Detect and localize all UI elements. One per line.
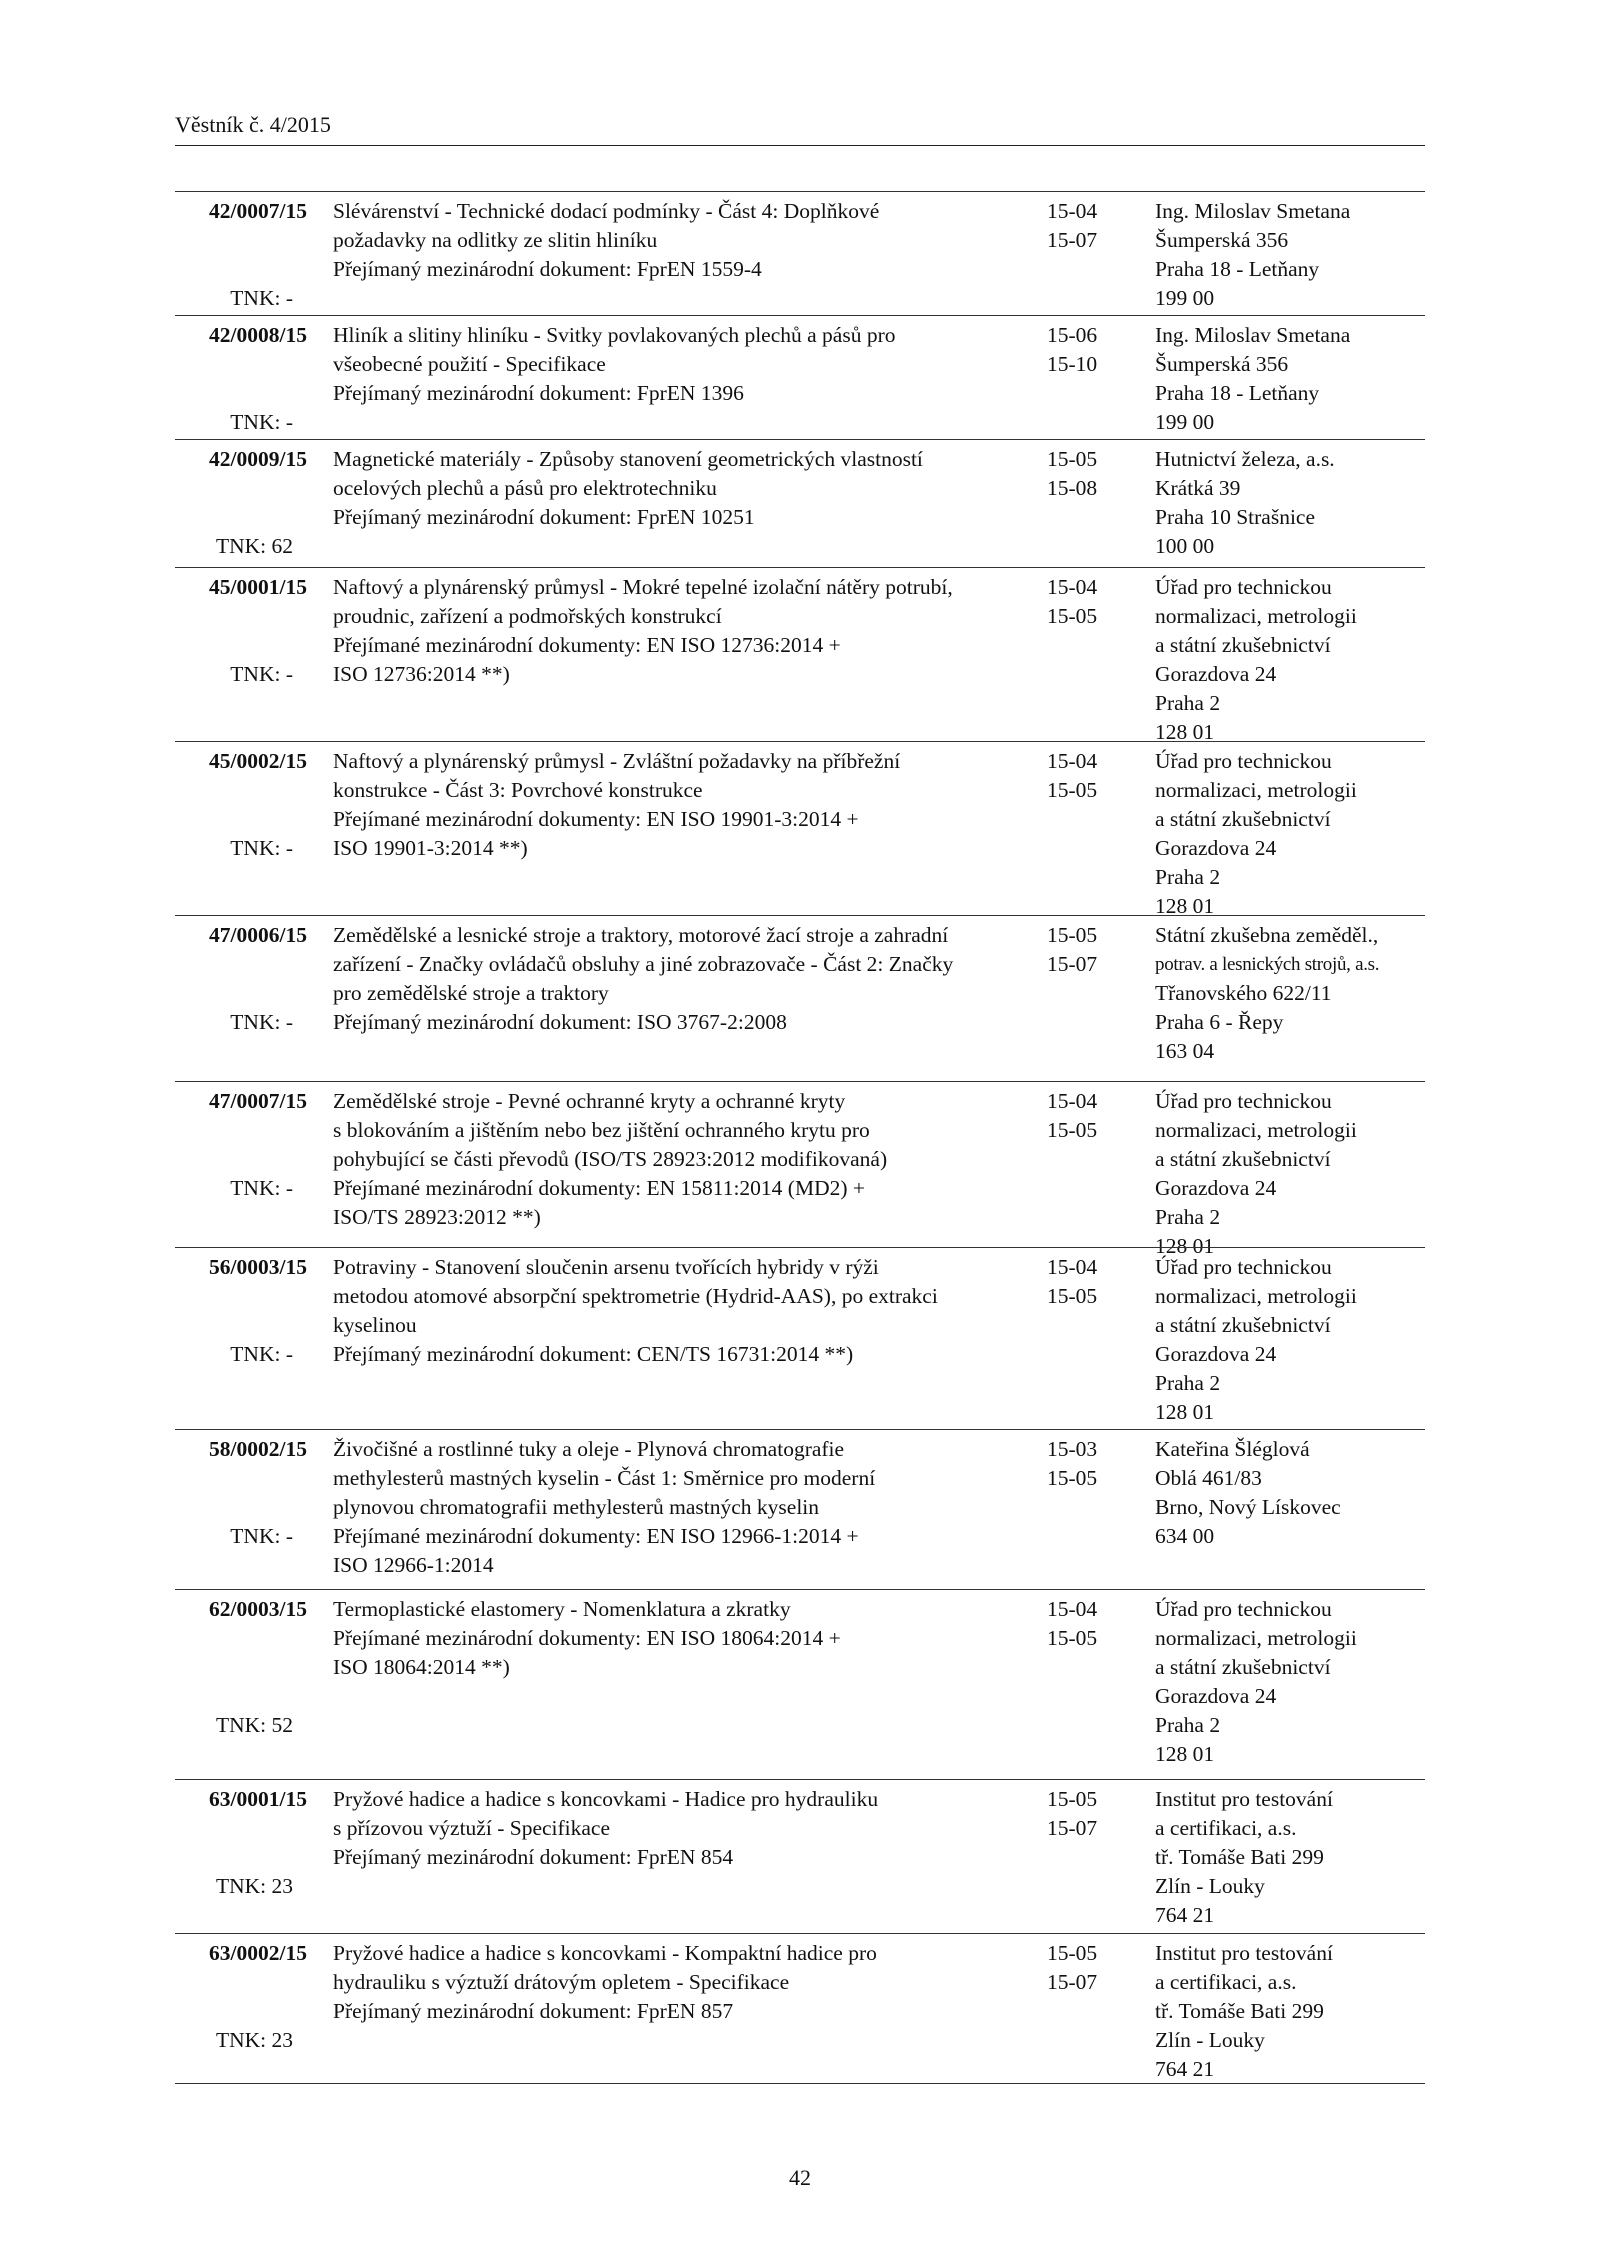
standard-title-line: proudnic, zařízení a podmořských konstrukcí — [333, 604, 722, 628]
processor-address-line: 634 00 — [1155, 1524, 1215, 1548]
processor-address — [1155, 1435, 1435, 1551]
standard-title-line: Pryžové hadice a hadice s koncovkami - Hadice pro hydrauliku — [333, 1787, 879, 1811]
processor-address-line: 199 00 — [1155, 286, 1215, 310]
processor-address — [1155, 921, 1435, 1066]
processor-address — [1155, 1785, 1435, 1930]
dates — [1047, 747, 1127, 805]
processor-address-line: Oblá 461/83 — [1155, 1466, 1262, 1490]
dates-line: 15-07 — [1047, 1816, 1098, 1840]
processor-address — [1155, 197, 1435, 313]
dates — [1047, 1939, 1127, 1997]
standard-title-line: Potraviny - Stanovení sloučenin arsenu tvořících hybridy v rýži — [333, 1255, 879, 1279]
processor-address-line: 100 00 — [1155, 534, 1215, 558]
standard-title-line: Přejímaný mezinárodní dokument: FprEN 1559-4 — [333, 257, 762, 281]
standard-number: 45/0001/15 — [209, 575, 307, 599]
processor-address-line: Praha 2 — [1155, 1205, 1221, 1229]
processor-address-line: Institut pro testování — [1155, 1941, 1333, 1965]
processor-address — [1155, 445, 1435, 561]
standard-number: 42/0008/15 — [209, 323, 307, 347]
processor-address — [1155, 1939, 1435, 2084]
standard-number: 47/0007/15 — [209, 1089, 307, 1113]
processor-address-line: Třanovského 622/11 — [1155, 981, 1332, 1005]
dates — [1047, 1435, 1127, 1493]
processor-address-line: a státní zkušebnictví — [1155, 807, 1331, 831]
standard-title-line: konstrukce - Část 3: Povrchové konstrukce — [333, 778, 703, 802]
standard-title-line: Přejímané mezinárodní dokumenty: EN ISO 12736:2014 + — [333, 633, 841, 657]
standard-title-line: s přízovou výztuží - Specifikace — [333, 1816, 611, 1840]
standard-title-line: pro zemědělské stroje a traktory — [333, 981, 609, 1005]
dates-line: 15-05 — [1047, 1787, 1098, 1811]
standard-title-line: Magnetické materiály - Způsoby stanovení geometrických vlastností — [333, 447, 923, 471]
table-row — [175, 567, 1425, 744]
processor-address-line: Praha 2 — [1155, 1713, 1221, 1737]
standard-title-line: Naftový a plynárenský průmysl - Mokré tepelné izolační nátěry potrubí, — [333, 575, 953, 599]
tnk-label: TNK: 62 — [215, 534, 293, 558]
processor-address-line: Úřad pro technickou — [1155, 749, 1332, 773]
processor-address-line: Úřad pro technickou — [1155, 1255, 1332, 1279]
processor-address-line: potrav. a lesnických strojů, a.s. — [1155, 954, 1380, 975]
table-row — [175, 1779, 1425, 1933]
tnk-label: TNK: - — [230, 286, 293, 310]
dates-line: 15-04 — [1047, 749, 1098, 773]
table-row — [175, 915, 1425, 1081]
page-header-title: Věstník č. 4/2015 — [175, 112, 331, 137]
standard-title-line: plynovou chromatografii methylesterů mastných kyselin — [333, 1495, 820, 1519]
processor-address-line: Brno, Nový Lískovec — [1155, 1495, 1341, 1519]
processor-address-line: tř. Tomáše Bati 299 — [1155, 1845, 1324, 1869]
processor-address-line: Úřad pro technickou — [1155, 575, 1332, 599]
tnk-label: TNK: - — [230, 410, 293, 434]
dates-line: 15-05 — [1047, 778, 1098, 802]
tnk-label: TNK: - — [230, 1010, 293, 1034]
processor-address-line: Zlín - Louky — [1155, 1874, 1265, 1898]
tnk-label: TNK: - — [230, 1524, 293, 1548]
processor-address-line: Institut pro testování — [1155, 1787, 1333, 1811]
standard-title-line: Hliník a slitiny hliníku - Svitky povlakovaných plechů a pásů pro — [333, 323, 896, 347]
standard-title-line: methylesterů mastných kyselin - Část 1: Směrnice pro moderní — [333, 1466, 876, 1490]
dates-line: 15-04 — [1047, 575, 1098, 599]
processor-address-line: a certifikaci, a.s. — [1155, 1816, 1297, 1840]
table-row — [175, 1081, 1425, 1258]
table-row — [175, 1933, 1425, 2084]
tnk-label: TNK: - — [230, 1342, 293, 1366]
processor-address-line: Gorazdova 24 — [1155, 1176, 1277, 1200]
standard-title-line: Zemědělské a lesnické stroje a traktory, motorové žací stroje a zahradní — [333, 923, 949, 947]
tnk-label: TNK: 52 — [215, 1713, 293, 1737]
processor-address-line: Gorazdova 24 — [1155, 1342, 1277, 1366]
processor-address-line: Praha 10 Strašnice — [1155, 505, 1316, 529]
processor-address-line: a státní zkušebnictví — [1155, 1147, 1331, 1171]
standard-title-line: Přejímaný mezinárodní dokument: FprEN 854 — [333, 1845, 734, 1869]
processor-address-line: 128 01 — [1155, 1742, 1215, 1766]
dates-line: 15-04 — [1047, 1255, 1098, 1279]
dates — [1047, 1087, 1127, 1145]
processor-address-line: Úřad pro technickou — [1155, 1597, 1332, 1621]
standard-title-line: hydrauliku s výztuží drátovým opletem - Specifikace — [333, 1970, 790, 1994]
processor-address-line: a státní zkušebnictví — [1155, 633, 1331, 657]
standard-title-line: požadavky na odlitky ze slitin hliníku — [333, 228, 658, 252]
standard-title-line: metodou atomové absorpční spektrometrie (Hydrid-AAS), po extrakci — [333, 1284, 938, 1308]
processor-address-line: Šumperská 356 — [1155, 352, 1289, 376]
table-row — [175, 315, 1425, 439]
processor-address-line: Úřad pro technickou — [1155, 1089, 1332, 1113]
processor-address-line: Krátká 39 — [1155, 476, 1241, 500]
standard-title-line: Přejímaný mezinárodní dokument: FprEN 857 — [333, 1999, 734, 2023]
dates-line: 15-03 — [1047, 1437, 1098, 1461]
standard-title-line: Zemědělské stroje - Pevné ochranné kryty a ochranné kryty — [333, 1089, 846, 1113]
dates-line: 15-05 — [1047, 604, 1098, 628]
standard-title-line: Slévárenství - Technické dodací podmínky - Část 4: Doplňkové — [333, 199, 880, 223]
processor-address-line: normalizaci, metrologii — [1155, 1118, 1357, 1142]
processor-address-line: Šumperská 356 — [1155, 228, 1289, 252]
standard-title-line: Živočišné a rostlinné tuky a oleje - Plynová chromatografie — [333, 1437, 845, 1461]
standard-number: 42/0009/15 — [209, 447, 307, 471]
header-rule — [175, 145, 1425, 146]
processor-address — [1155, 1253, 1435, 1427]
standard-title-line: Přejímané mezinárodní dokumenty: EN ISO 12966-1:2014 + — [333, 1524, 859, 1548]
dates-line: 15-05 — [1047, 1626, 1098, 1650]
standard-title-line: Naftový a plynárenský průmysl - Zvláštní požadavky na příbřežní — [333, 749, 901, 773]
standard-title-line: kyselinou — [333, 1313, 417, 1337]
processor-address-line: Praha 18 - Letňany — [1155, 257, 1320, 281]
standard-number: 63/0001/15 — [209, 1787, 307, 1811]
table-row — [175, 439, 1425, 567]
dates-line: 15-04 — [1047, 199, 1098, 223]
standard-number: 56/0003/15 — [209, 1255, 307, 1279]
processor-address-line: 199 00 — [1155, 410, 1215, 434]
processor-address-line: a státní zkušebnictví — [1155, 1313, 1331, 1337]
processor-address — [1155, 321, 1435, 437]
processor-address-line: Gorazdova 24 — [1155, 662, 1277, 686]
dates-line: 15-04 — [1047, 1089, 1098, 1113]
table-row — [175, 1429, 1425, 1589]
standard-title-line: zařízení - Značky ovládačů obsluhy a jiné zobrazovače - Část 2: Značky — [333, 952, 954, 976]
standard-title-line: ISO/TS 28923:2012 **) — [333, 1205, 541, 1229]
standard-title-line: Přejímané mezinárodní dokumenty: EN 15811:2014 (MD2) + — [333, 1176, 866, 1200]
standard-title-line: Přejímané mezinárodní dokumenty: EN ISO 18064:2014 + — [333, 1626, 841, 1650]
dates-line: 15-06 — [1047, 323, 1098, 347]
dates-line: 15-07 — [1047, 228, 1098, 252]
standard-title-line: ocelových plechů a pásů pro elektrotechniku — [333, 476, 717, 500]
processor-address — [1155, 1595, 1435, 1769]
standard-title-line: ISO 19901-3:2014 **) — [333, 836, 528, 860]
processor-address-line: Gorazdova 24 — [1155, 836, 1277, 860]
processor-address-line: tř. Tomáše Bati 299 — [1155, 1999, 1324, 2023]
dates — [1047, 921, 1127, 979]
dates — [1047, 321, 1127, 379]
standard-title-line: Přejímané mezinárodní dokumenty: EN ISO 19901-3:2014 + — [333, 807, 859, 831]
standard-number: 45/0002/15 — [209, 749, 307, 773]
standard-title-line: Termoplastické elastomery - Nomenklatura a zkratky — [333, 1597, 791, 1621]
processor-address-line: Praha 6 - Řepy — [1155, 1010, 1284, 1034]
dates — [1047, 445, 1127, 503]
processor-address-line: 128 01 — [1155, 894, 1215, 918]
standard-title-line: ISO 18064:2014 **) — [333, 1655, 510, 1679]
processor-address-line: Gorazdova 24 — [1155, 1684, 1277, 1708]
dates-line: 15-08 — [1047, 476, 1098, 500]
processor-address-line: 764 21 — [1155, 1903, 1215, 1927]
processor-address-line: Zlín - Louky — [1155, 2028, 1265, 2052]
page-number: 42 — [789, 2165, 811, 2190]
standard-title-line: všeobecné použití - Specifikace — [333, 352, 606, 376]
dates — [1047, 1785, 1127, 1843]
processor-address-line: a státní zkušebnictví — [1155, 1655, 1331, 1679]
dates-line: 15-10 — [1047, 352, 1098, 376]
tnk-label: TNK: - — [230, 1176, 293, 1200]
processor-address-line: normalizaci, metrologii — [1155, 1626, 1357, 1650]
dates-line: 15-05 — [1047, 1284, 1098, 1308]
processor-address-line: Hutnictví železa, a.s. — [1155, 447, 1335, 471]
dates — [1047, 197, 1127, 255]
processor-address-line: 128 01 — [1155, 1234, 1215, 1258]
processor-address-line: Státní zkušebna zeměděl., — [1155, 923, 1379, 947]
dates — [1047, 573, 1127, 631]
standard-number: 42/0007/15 — [209, 199, 307, 223]
processor-address-line: normalizaci, metrologii — [1155, 1284, 1357, 1308]
dates-line: 15-05 — [1047, 447, 1098, 471]
processor-address-line: Praha 2 — [1155, 865, 1221, 889]
dates-line: 15-05 — [1047, 923, 1098, 947]
dates-line: 15-07 — [1047, 952, 1098, 976]
table-row — [175, 1247, 1425, 1429]
standard-title-line: Přejímaný mezinárodní dokument: ISO 3767-2:2008 — [333, 1010, 787, 1034]
standard-title-line: Pryžové hadice a hadice s koncovkami - Kompaktní hadice pro — [333, 1941, 877, 1965]
standard-title-line: Přejímaný mezinárodní dokument: FprEN 10251 — [333, 505, 755, 529]
processor-address-line: Kateřina Šléglová — [1155, 1437, 1310, 1461]
dates-line: 15-05 — [1047, 1118, 1098, 1142]
standard-title-line: ISO 12966-1:2014 — [333, 1553, 494, 1577]
standard-number: 58/0002/15 — [209, 1437, 307, 1461]
dates — [1047, 1253, 1127, 1311]
tnk-label: TNK: 23 — [215, 1874, 293, 1898]
processor-address-line: Praha 18 - Letňany — [1155, 381, 1320, 405]
dates — [1047, 1595, 1127, 1653]
processor-address-line: a certifikaci, a.s. — [1155, 1970, 1297, 1994]
processor-address-line: Praha 2 — [1155, 1371, 1221, 1395]
dates-line: 15-04 — [1047, 1597, 1098, 1621]
standards-table — [175, 191, 1425, 2084]
processor-address-line: 128 01 — [1155, 720, 1215, 744]
processor-address-line: Ing. Miloslav Smetana — [1155, 199, 1351, 223]
tnk-label: TNK: - — [230, 662, 293, 686]
processor-address — [1155, 1087, 1435, 1261]
standard-number: 47/0006/15 — [209, 923, 307, 947]
table-row — [175, 741, 1425, 918]
table-row — [175, 1589, 1425, 1779]
processor-address-line: 163 04 — [1155, 1039, 1215, 1063]
processor-address-line: normalizaci, metrologii — [1155, 604, 1357, 628]
tnk-label: TNK: - — [230, 836, 293, 860]
processor-address-line: 128 01 — [1155, 1400, 1215, 1424]
processor-address-line: Ing. Miloslav Smetana — [1155, 323, 1351, 347]
standard-title-line: pohybující se části převodů (ISO/TS 28923:2012 modifikovaná) — [333, 1147, 888, 1171]
tnk-label: TNK: 23 — [215, 2028, 293, 2052]
table-row — [175, 191, 1425, 315]
standard-number: 63/0002/15 — [209, 1941, 307, 1965]
processor-address-line: normalizaci, metrologii — [1155, 778, 1357, 802]
processor-address-line: 764 21 — [1155, 2057, 1215, 2081]
processor-address — [1155, 747, 1435, 921]
standard-title-line: Přejímaný mezinárodní dokument: CEN/TS 16731:2014 **) — [333, 1342, 854, 1366]
standard-number: 62/0003/15 — [209, 1597, 307, 1621]
standard-title-line: Přejímaný mezinárodní dokument: FprEN 1396 — [333, 381, 744, 405]
standard-title-line: s blokováním a jištěním nebo bez jištění ochranného krytu pro — [333, 1118, 870, 1142]
processor-address — [1155, 573, 1435, 747]
standard-title-line: ISO 12736:2014 **) — [333, 662, 510, 686]
processor-address-line: Praha 2 — [1155, 691, 1221, 715]
dates-line: 15-07 — [1047, 1970, 1098, 1994]
dates-line: 15-05 — [1047, 1941, 1098, 1965]
dates-line: 15-05 — [1047, 1466, 1098, 1490]
